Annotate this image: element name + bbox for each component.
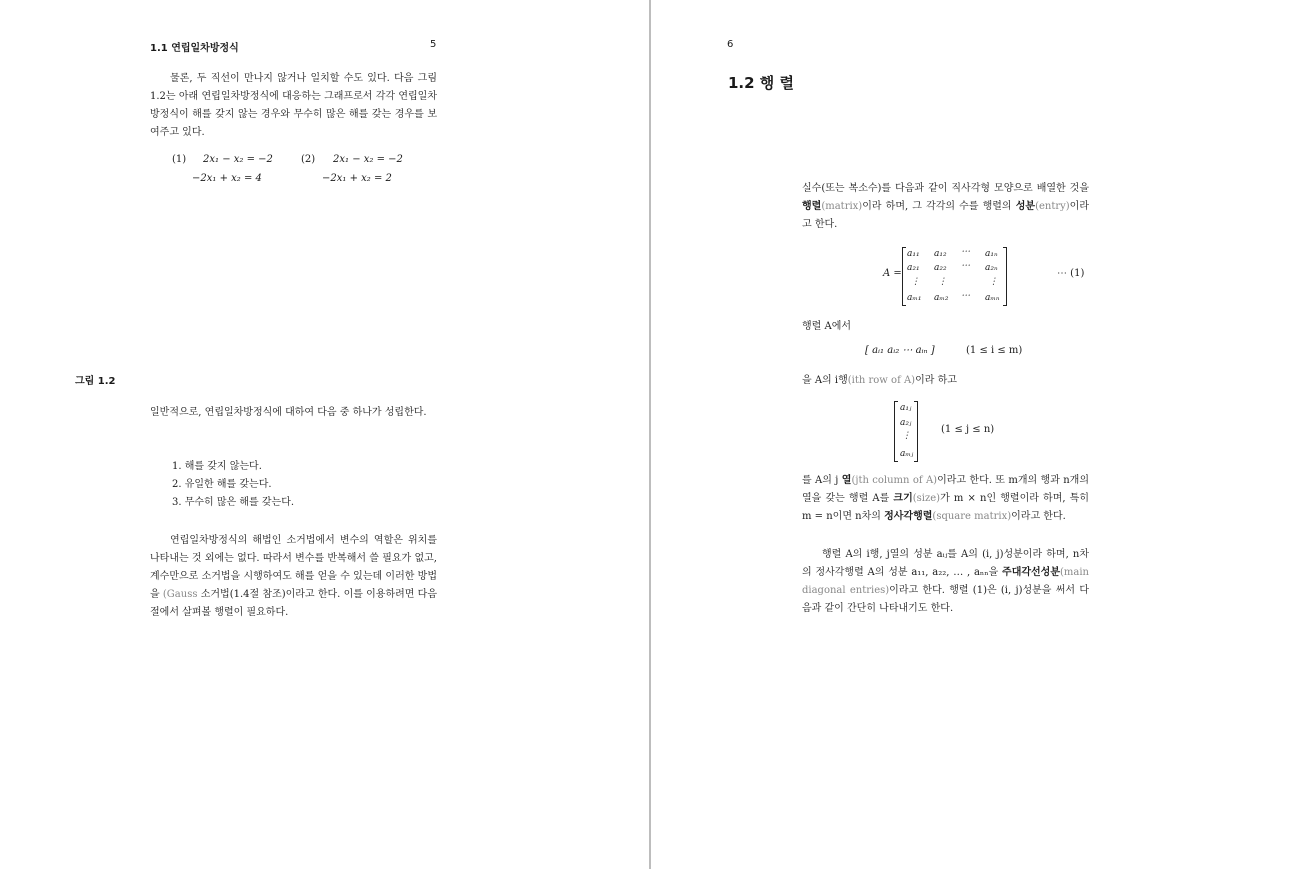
case-item: 2. 유일한 해를 갖는다. (172, 479, 272, 490)
row-vector: [ aᵢ₁ aᵢ₂ ⋯ aᵢₙ ] (865, 345, 935, 356)
diagonal-definition: 행렬 A의 i행, j열의 성분 aᵢⱼ를 A의 (i, j)성분이라 하며, n차의 정사각행렬 A의 성분 a₁₁, a₂₂, … , aₙₙ을 주대각선성분(main diagonal entries)이라고 한다. 행렬 (1)은 (i, j)성분을 써서 다음과 같이 간단히 나타내기도 한다. (802, 549, 1089, 614)
case-item: 3. 무수히 많은 해를 갖는다. (172, 497, 295, 508)
system-1-label: (1) (172, 154, 187, 165)
column-cell: aₘⱼ (900, 449, 914, 459)
matrix-cell: a₂₁ (907, 263, 920, 273)
system-2-label: (2) (301, 154, 316, 165)
matrix-cell: a₁₂ (934, 249, 947, 259)
column-cell: a₁ⱼ (900, 403, 912, 413)
column-cell: ⋮ (902, 431, 911, 441)
running-header: 1.1 연립일차방정식 (150, 43, 239, 54)
system-1-equation-1: 2x₁ − x₂ = −2 (203, 154, 273, 165)
column-left-bracket (894, 401, 898, 462)
matrix-right-bracket (1003, 247, 1007, 306)
row-intro: 행렬 A에서 (802, 321, 852, 332)
section-title: 1.2 행 렬 (728, 74, 794, 92)
closing-paragraph: 연립일차방정식의 해법인 소거법에서 변수의 역할은 위치를 나타내는 것 외에는 없다. 따라서 변수를 반복해서 쓸 필요가 없고, 계수만으로 소거법을 시행하여도 해를 얻을 수 있는데 이러한 방법을 (Gauss 소거법(1.4절 참조)이라고 한다. 이를 이용하려면 다음 절에서 살펴볼 행렬이 필요하다. (150, 535, 437, 618)
matrix-cell: aₘ₂ (934, 293, 949, 303)
matrix-cell: a₁₁ (907, 249, 920, 259)
matrix-cell: ⋮ (911, 277, 920, 287)
matrix-cell: aₘₙ (985, 293, 1000, 303)
matrix-definition: 실수(또는 복소수)를 다음과 같이 직사각형 모양으로 배열한 것을 행렬(matrix)이라 하며, 그 각각의 수를 행렬의 성분(entry)이라고 한다. (802, 183, 1089, 230)
general-statement: 일반적으로, 연립일차방정식에 대하여 다음 중 하나가 성립한다. (150, 407, 427, 418)
row-range: (1 ≤ i ≤ m) (966, 345, 1023, 356)
matrix-cell: ⋮ (938, 277, 947, 287)
left-page (0, 0, 649, 869)
system-1-equation-2: −2x₁ + x₂ = 4 (192, 173, 262, 184)
matrix-cell: a₂ₙ (985, 263, 998, 273)
column-definition: 를 A의 j 열(jth column of A)이라고 한다. 또 m개의 행과 n개의 열을 갖는 행렬 A를 크기(size)가 m × n인 행렬이라 하며, 특히 m = n이면 n차의 정사각행렬(square matrix)이라고 한다. (802, 475, 1090, 522)
column-right-bracket (914, 401, 918, 462)
matrix-cell: ⋯ (961, 291, 970, 301)
matrix-left-bracket (902, 247, 906, 306)
page-number: 6 (727, 39, 734, 50)
matrix-cell: ⋯ (961, 247, 970, 257)
intro-paragraph: 물론, 두 직선이 만나지 않거나 일치할 수도 있다. 다음 그림 1.2는 아래 연립일차방정식에 대응하는 그래프로서 각각 연립일차방정식이 해를 갖지 않는 경우와 무수히 많은 해를 갖는 경우를 보여주고 있다. (150, 73, 437, 138)
system-2-equation-2: −2x₁ + x₂ = 2 (322, 173, 392, 184)
column-cell: a₂ⱼ (900, 418, 912, 428)
system-2-equation-1: 2x₁ − x₂ = −2 (333, 154, 403, 165)
matrix-lhs: A = (883, 268, 902, 279)
column-range: (1 ≤ j ≤ n) (941, 424, 995, 435)
right-page (651, 0, 1300, 869)
equation-number: ⋯ (1) (1057, 268, 1085, 279)
case-item: 1. 해를 갖지 않는다. (172, 461, 262, 472)
matrix-cell: ⋯ (961, 261, 970, 271)
matrix-cell: aₘ₁ (907, 293, 922, 303)
matrix-cell: ⋮ (989, 277, 998, 287)
row-definition: 을 A의 i행(ith row of A)이라 하고 (802, 375, 957, 386)
matrix-cell: a₁ₙ (985, 249, 998, 259)
matrix-cell: a₂₂ (934, 263, 947, 273)
figure-label: 그림 1.2 (75, 376, 116, 387)
cases-list (172, 458, 294, 512)
page-number: 5 (430, 39, 437, 50)
